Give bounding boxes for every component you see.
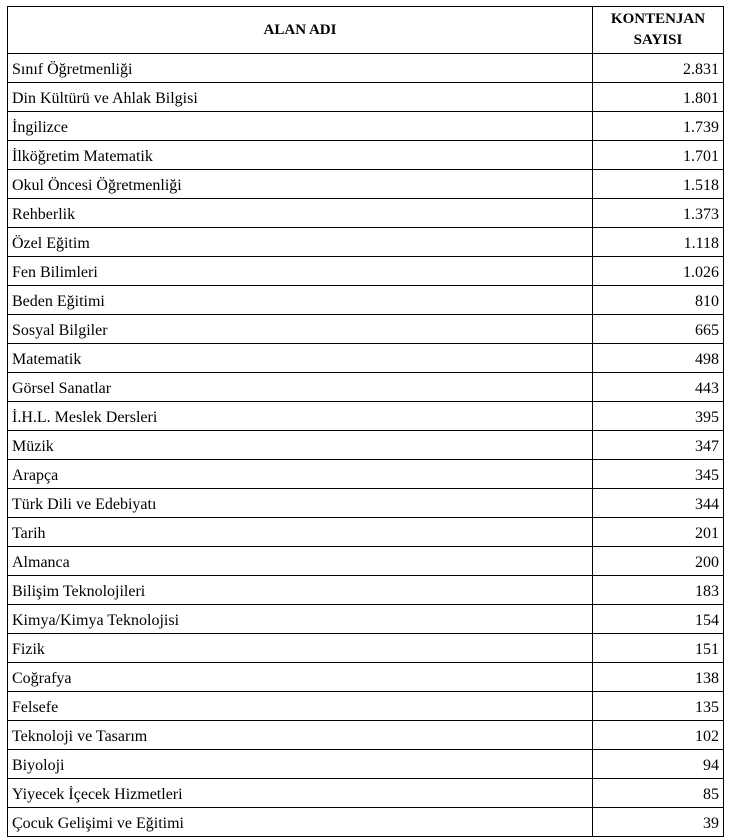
field-name-cell: Din Kültürü ve Ahlak Bilgisi <box>8 83 593 112</box>
quota-count-cell: 345 <box>593 460 724 489</box>
table-row <box>8 286 724 315</box>
field-name-cell: Felsefe <box>8 692 593 721</box>
quota-count-cell: 1.373 <box>593 199 724 228</box>
table-row <box>8 199 724 228</box>
quota-count-cell: 1.518 <box>593 170 724 199</box>
table-row <box>8 750 724 779</box>
field-name-cell: Sosyal Bilgiler <box>8 315 593 344</box>
quota-count-cell: 135 <box>593 692 724 721</box>
table-row <box>8 605 724 634</box>
quota-count-cell: 183 <box>593 576 724 605</box>
quota-count-cell: 94 <box>593 750 724 779</box>
table-row <box>8 663 724 692</box>
quota-count-cell: 1.801 <box>593 83 724 112</box>
field-name-cell: Sınıf Öğretmenliği <box>8 54 593 83</box>
quota-count-cell: 443 <box>593 373 724 402</box>
table-row <box>8 315 724 344</box>
quota-count-cell: 347 <box>593 431 724 460</box>
field-name-cell: Görsel Sanatlar <box>8 373 593 402</box>
header-quota-count-line2: SAYISI <box>633 32 683 48</box>
quota-count-cell: 151 <box>593 634 724 663</box>
table-row <box>8 83 724 112</box>
quota-count-cell: 102 <box>593 721 724 750</box>
table-row <box>8 808 724 837</box>
table-row <box>8 54 724 83</box>
table-row <box>8 779 724 808</box>
table-row <box>8 518 724 547</box>
table-row <box>8 634 724 663</box>
quota-count-cell: 810 <box>593 286 724 315</box>
quota-count-cell: 1.026 <box>593 257 724 286</box>
quota-count-cell: 344 <box>593 489 724 518</box>
quota-count-cell: 138 <box>593 663 724 692</box>
header-field-name <box>8 7 593 54</box>
field-name-cell: Rehberlik <box>8 199 593 228</box>
field-name-cell: Müzik <box>8 431 593 460</box>
quota-count-cell: 1.739 <box>593 112 724 141</box>
field-name-cell: Matematik <box>8 344 593 373</box>
table-row <box>8 692 724 721</box>
table-row <box>8 576 724 605</box>
table-row <box>8 228 724 257</box>
table-row <box>8 402 724 431</box>
field-name-cell: Biyoloji <box>8 750 593 779</box>
field-name-cell: Okul Öncesi Öğretmenliği <box>8 170 593 199</box>
field-name-cell: Türk Dili ve Edebiyatı <box>8 489 593 518</box>
table-row <box>8 721 724 750</box>
table-row <box>8 112 724 141</box>
header-field-name-label: ALAN ADI <box>263 21 337 38</box>
quota-count-cell: 85 <box>593 779 724 808</box>
quota-table <box>7 6 724 837</box>
quota-count-cell: 2.831 <box>593 54 724 83</box>
quota-count-cell: 665 <box>593 315 724 344</box>
quota-count-cell: 498 <box>593 344 724 373</box>
table-row <box>8 170 724 199</box>
field-name-cell: Tarih <box>8 518 593 547</box>
field-name-cell: Coğrafya <box>8 663 593 692</box>
table-row <box>8 257 724 286</box>
table-row <box>8 547 724 576</box>
header-quota-count <box>593 7 724 54</box>
field-name-cell: Teknoloji ve Tasarım <box>8 721 593 750</box>
field-name-cell: Yiyecek İçecek Hizmetleri <box>8 779 593 808</box>
field-name-cell: Çocuk Gelişimi ve Eğitimi <box>8 808 593 837</box>
quota-count-cell: 395 <box>593 402 724 431</box>
field-name-cell: Bilişim Teknolojileri <box>8 576 593 605</box>
table-row <box>8 141 724 170</box>
field-name-cell: Arapça <box>8 460 593 489</box>
field-name-cell: İngilizce <box>8 112 593 141</box>
table-header-row <box>8 7 724 54</box>
table-row <box>8 344 724 373</box>
quota-table-container <box>7 6 724 837</box>
quota-count-cell: 154 <box>593 605 724 634</box>
table-row <box>8 460 724 489</box>
field-name-cell: Beden Eğitimi <box>8 286 593 315</box>
field-name-cell: Özel Eğitim <box>8 228 593 257</box>
field-name-cell: Fizik <box>8 634 593 663</box>
quota-count-cell: 39 <box>593 808 724 837</box>
field-name-cell: İ.H.L. Meslek Dersleri <box>8 402 593 431</box>
quota-count-cell: 200 <box>593 547 724 576</box>
table-row <box>8 431 724 460</box>
header-quota-count-line1: KONTENJAN <box>610 11 706 27</box>
table-row <box>8 489 724 518</box>
field-name-cell: İlköğretim Matematik <box>8 141 593 170</box>
table-body <box>8 54 724 837</box>
quota-count-cell: 1.701 <box>593 141 724 170</box>
field-name-cell: Almanca <box>8 547 593 576</box>
quota-count-cell: 1.118 <box>593 228 724 257</box>
quota-count-cell: 201 <box>593 518 724 547</box>
table-row <box>8 373 724 402</box>
field-name-cell: Kimya/Kimya Teknolojisi <box>8 605 593 634</box>
field-name-cell: Fen Bilimleri <box>8 257 593 286</box>
